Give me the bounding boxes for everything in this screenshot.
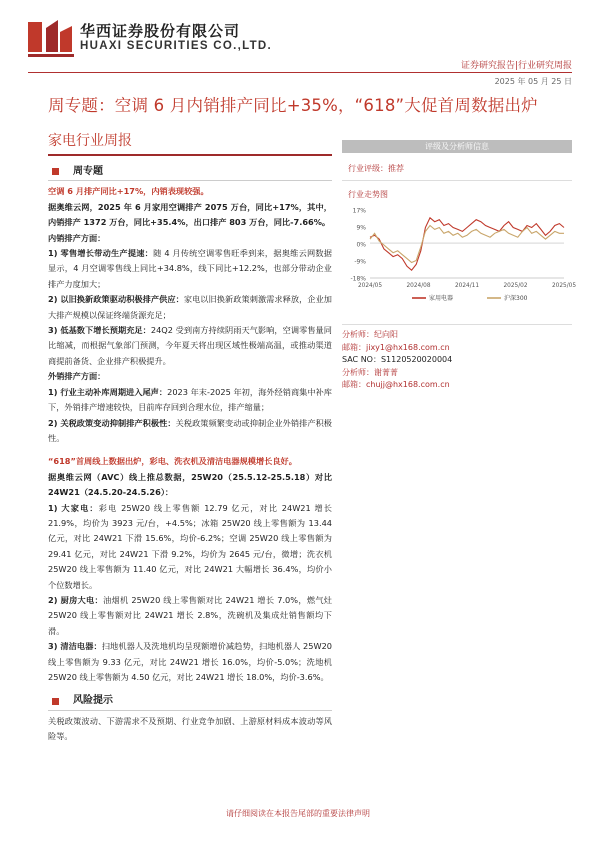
main-column — [48, 164, 332, 745]
square-bullet-icon — [52, 698, 59, 705]
list-item: 3) 低基数下增长预期充足：24Q2 受到南方持续阴雨天气影响，空调零售量同比缩减，而根据气象部门预测，今年夏天将出现区域性极端高温，或推动渠道商提前备货、企业排产积极提升。 — [48, 325, 332, 366]
y-tick-label: 9% — [356, 224, 366, 232]
domestic-heading: 内销排产方面： — [48, 232, 106, 243]
analyst-info — [342, 324, 572, 392]
list-item: 1) 行业主动补库周期进入尾声：2023 年末-2025 年初，海外经销商集中补库下，外销排产增速较快，目前库存回到合理水位，排产缩量； — [48, 386, 332, 413]
page-subtitle: 家电行业周报 — [48, 133, 132, 149]
page-title: 周专题：空调 6 月内销排产同比+35%，“618”大促首周数据出炉 — [48, 96, 538, 115]
industry-rating: 行业评级：推荐 — [342, 153, 572, 181]
export-heading: 外销排产方面： — [48, 371, 106, 382]
list-item: 2) 以旧换新政策驱动积极排产供应：家电以旧换新政策刺激需求释放，企业加大排产规模以保证终端货源充足； — [48, 294, 332, 320]
y-tick-label: 17% — [352, 207, 366, 215]
series-line-2 — [370, 226, 564, 263]
brand-name-cn: 华西证券股份有限公司 — [80, 22, 241, 40]
list-item: 3) 清洁电器：扫地机器人及洗地机均呈现额增价减趋势，扫地机器人 25W20 线上零售额为 9.33 亿元，对比 24W21 增长 16.0%，均价-5.0%；洗地机 25W20 线上零售额为 4.50 亿元，对比 24W21 增长 18.0%，均价-3.6%。 — [48, 641, 332, 682]
x-tick-label: 2025/05 — [551, 283, 577, 289]
analyst-email[interactable]: 邮箱：jixy1@hx168.com.cn — [342, 342, 450, 352]
section-heading-weekly-topic: 周专题 — [48, 164, 332, 181]
x-tick-label: 2025/02 — [503, 283, 528, 289]
list-item: 1) 零售增长带动生产提速：随 4 月传统空调零售旺季到来，据奥维云网数据显示，4 月空调零售线上同比+34.8%，线下同比+12.2%，也部分带动企业排产力度加大； — [48, 248, 332, 289]
topic1-heading: 空调 6 月排产同比+17%，内销表现较强。 — [48, 186, 209, 197]
huaxi-logo-icon — [28, 18, 74, 58]
analyst-email[interactable]: 邮箱：chujj@hx168.com.cn — [342, 380, 450, 389]
title-divider — [48, 154, 332, 156]
analyst-sac: SAC NO：S1120520020004 — [342, 355, 453, 364]
analyst-name: 分析师：纪向阳 — [342, 330, 398, 339]
topic2-heading: “618”首周线上数据出炉，彩电、洗衣机及清洁电器规模增长良好。 — [48, 456, 297, 467]
header-divider — [28, 72, 572, 73]
analyst-name: 分析师：谢菁菁 — [342, 367, 398, 377]
risk-text: 关税政策波动、下游需求不及预期、行业竞争加剧、上游原材料成本波动等风险等。 — [48, 715, 332, 742]
topic2-intro: 据奥维云网（AVC）线上推总数据，25W20（25.5.12-25.5.18）对比 24W21（24.5.20-24.5.26）： — [48, 471, 332, 498]
sidebar — [342, 140, 577, 392]
trend-chart-title: 行业走势图 — [348, 190, 388, 199]
x-tick-label: 2024/05 — [357, 283, 383, 289]
report-type: 证券研究报告|行业研究周报 — [460, 61, 572, 71]
series-line-1 — [370, 218, 564, 270]
brand-name-en: HUAXI SECURITIES CO.,LTD. — [80, 40, 273, 52]
list-item: 2) 厨房大电：油烟机 25W20 线上零售额对比 24W21 增长 7.0%，燃气灶 25W20 线上零售额对比 24W21 增长 2.8%，洗碗机及集成灶销售额均下滑。 — [48, 594, 332, 636]
list-item: 1) 大家电：彩电 25W20 线上零售额 12.79 亿元，对比 24W21 增长 21.9%，均价为 3923 元/台，+4.5%；冰箱 25W20 线上零售额为 13.44 亿元，对比 24W21 下滑 15.6%，均价-6.2%；空调 25W20 线上零售额为 29.41 亿元，对比 24W21 下滑 9.2%，均价为 2645 元/台，微增；洗衣机 25W20 线上零售额为 11.40 亿元，对比 24W21 大幅增长 36.4%，均价小个位数增长。 — [48, 502, 332, 590]
square-bullet-icon — [52, 168, 59, 175]
topic1-intro: 据奥维云网，2025 年 6 月家用空调排产 2075 万台，同比+17%，其中，内销排产 1372 万台，同比+35.4%，出口排产 803 万台，同比-7.66%。 — [48, 201, 332, 228]
report-date: 2025 年 05 月 25 日 — [494, 77, 572, 86]
legend-label: 家用电器 — [429, 295, 454, 302]
legend-label: 沪深300 — [504, 295, 528, 302]
list-item: 2) 关税政策变动抑制排产积极性：关税政策频繁变动或抑制企业外销排产积极性。 — [48, 417, 332, 443]
y-tick-label: -9% — [354, 258, 366, 266]
legal-notice-footer: 请仔细阅读在本报告尾部的重要法律声明 — [226, 809, 370, 818]
x-tick-label: 2024/08 — [406, 283, 431, 289]
y-tick-label: 0% — [356, 241, 366, 249]
sidebar-header-bar: 评级及分析师信息 — [342, 140, 572, 153]
section-heading-risk: 风险提示 — [48, 693, 332, 710]
industry-trend-chart — [342, 204, 577, 312]
x-tick-label: 2024/11 — [454, 283, 480, 289]
y-tick-label: -18% — [350, 275, 366, 283]
